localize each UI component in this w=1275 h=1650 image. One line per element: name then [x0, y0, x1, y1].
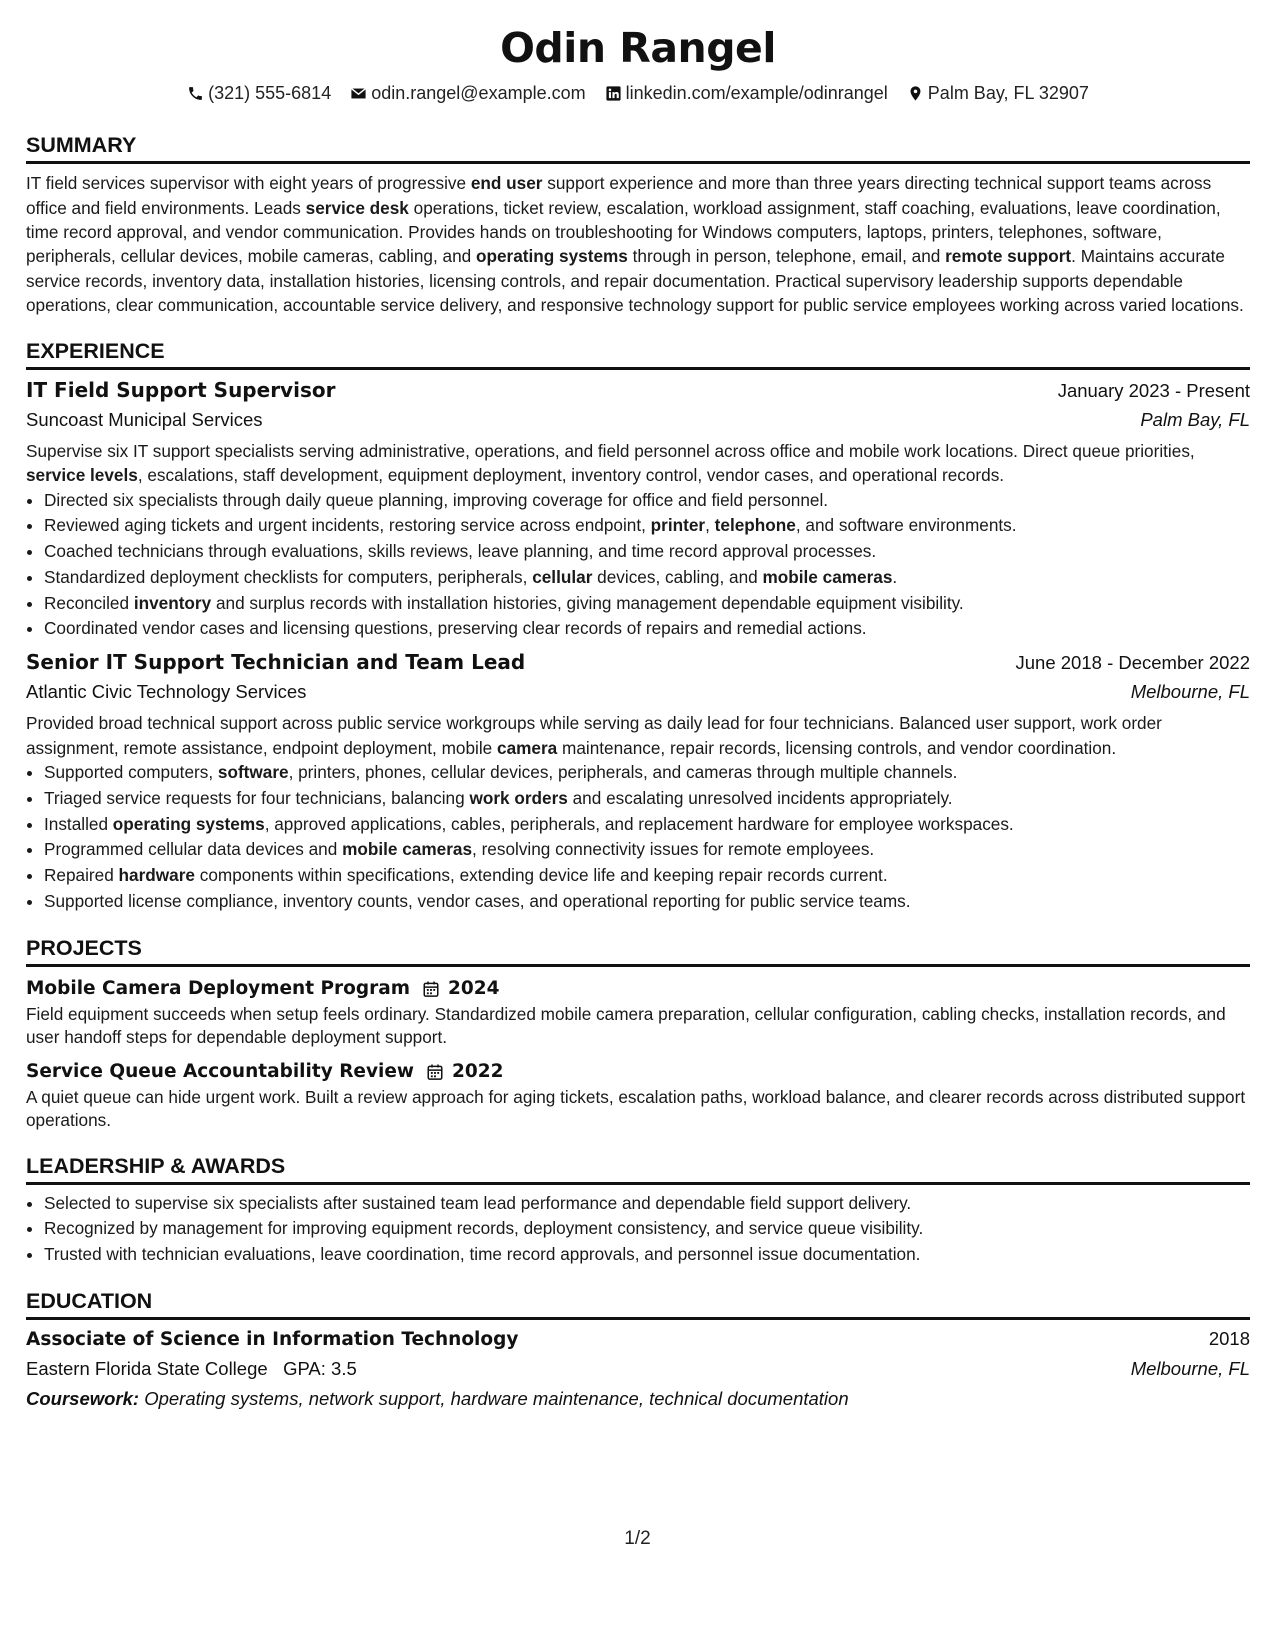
job-location: Palm Bay, FL: [1140, 408, 1250, 430]
bullet-item: • Selected to supervise six specialists after sustained team lead performance and dependable field support delivery.: [44, 1191, 1250, 1217]
job-description: [26, 711, 1250, 760]
bullet-item: [44, 488, 1250, 514]
contact-linkedin[interactable]: [605, 82, 888, 104]
leadership-bullets: [26, 1191, 1250, 1268]
summary-part: IT field services supervisor with eight years of progressive: [26, 173, 471, 194]
gpa: GPA: 3.5: [283, 1357, 357, 1379]
bullet-text: Triaged service requests for four technicians, balancing: [44, 787, 470, 808]
bullet-text: Repaired: [44, 865, 119, 886]
bullet-item: [44, 513, 1250, 539]
bullet-text: , approved applications, cables, peripherals, and replacement hardware for employee workspaces.: [264, 813, 1014, 834]
bullet-keyword: cellular: [532, 566, 593, 587]
summary-part: . Maintains accurate service records, inventory data, installation histories, licensing controls, and repair documentation. Practical supervisory leadership supports dependable operations, clear communication, accountable service delivery, and responsive technology support for public service employees working across varied locations.: [26, 246, 1244, 316]
bullet-keyword: work orders: [469, 787, 568, 808]
job-bullets: [26, 488, 1250, 643]
bullet-text: and surplus records with installation histories, giving management dependable equipment visibility.: [211, 592, 964, 613]
bullet-keyword: mobile cameras: [342, 839, 473, 860]
phone-icon: [187, 85, 204, 102]
school-name: Eastern Florida State College: [26, 1357, 268, 1379]
degree-title: Associate of Science in Information Technology: [26, 1328, 519, 1350]
contact-location: [907, 82, 1089, 104]
company-name: Atlantic Civic Technology Services: [26, 681, 307, 703]
project-description: Field equipment succeeds when setup feels ordinary. Standardized mobile camera preparation, cellular configuration, cabling checks, installation records, and user handoff steps for dependable deployment support.: [26, 1003, 1226, 1048]
bullet-item: • Recognized by management for improving equipment records, deployment consistency, and service queue visibility.: [44, 1216, 1250, 1242]
linkedin-text[interactable]: linkedin.com/example/odinrangel: [625, 83, 888, 104]
project-year: 2024: [448, 977, 500, 999]
resume-page: [26, 0, 1250, 1414]
bullet-item: [44, 565, 1250, 591]
coursework-list: Operating systems, network support, hardware maintenance, technical documentation: [144, 1387, 849, 1409]
project-entry: [26, 975, 1250, 1050]
bullet-text: Standardized deployment checklists for computers, peripherals,: [44, 566, 533, 587]
bullet-text: and escalating unresolved incidents appropriately.: [567, 787, 953, 808]
summary-part: operations, ticket review, escalation, workload assignment, staff coaching, evaluations, leave coordination, time record approval, and vendor communication. Provides hands on troubleshooting for Windows computers, laptops, printers, telephones, software, peripherals, cellular devices, mobile cameras, cabling, and: [26, 197, 1221, 267]
phone-text: (321) 555-6814: [208, 83, 332, 104]
job-title: Senior IT Support Technician and Team Lead: [26, 650, 526, 675]
job-dates: June 2018 - December 2022: [1015, 652, 1250, 674]
job-entry: [26, 376, 1250, 643]
desc-part: maintenance, repair records, licensing controls, and vendor coordination.: [557, 737, 1117, 758]
bullet-keyword: hardware: [118, 865, 195, 886]
summary-keyword: remote support: [945, 246, 1072, 267]
project-title: Service Queue Accountability Review: [26, 1060, 415, 1082]
summary-part: support experience and more than three years directing technical support teams across office and field environments. Leads: [26, 173, 1212, 218]
bullet-item: [44, 760, 1250, 786]
bullet-keyword: mobile cameras: [762, 566, 893, 587]
bullet-item: [44, 837, 1250, 863]
job-entry: [26, 648, 1250, 915]
bullet-item: [44, 539, 1250, 565]
map-pin-icon: [907, 85, 924, 102]
job-dates: January 2023 - Present: [1057, 379, 1250, 401]
contact-email[interactable]: [350, 82, 585, 104]
bullet-text: ,: [705, 515, 715, 536]
bullet-keyword: software: [217, 762, 289, 783]
desc-keyword: camera: [497, 737, 558, 758]
bullet-item: [44, 812, 1250, 838]
bullet-keyword: printer: [650, 515, 706, 536]
project-entry: [26, 1058, 1250, 1133]
desc-part: Supervise six IT support specialists serving administrative, operations, and field personnel across office and mobile work locations. Direct queue priorities,: [26, 440, 1195, 461]
bullet-keyword: inventory: [133, 592, 212, 613]
summary-keyword: service desk: [305, 197, 409, 218]
location-text: Palm Bay, FL 32907: [927, 83, 1089, 104]
job-title: IT Field Support Supervisor: [26, 377, 336, 402]
desc-keyword: service levels: [26, 465, 138, 486]
bullet-item: [44, 786, 1250, 812]
company-name: Suncoast Municipal Services: [26, 408, 263, 430]
contact-line: [26, 81, 1250, 104]
calendar-icon: [422, 980, 440, 998]
bullet-keyword: operating systems: [112, 813, 265, 834]
bullet-text: Installed: [44, 813, 113, 834]
education-heading: EDUCATION: [26, 1288, 1250, 1320]
school-line: [26, 1354, 357, 1384]
summary-heading: SUMMARY: [26, 132, 1250, 164]
bullet-text: , and software environments.: [795, 515, 1017, 536]
job-description: [26, 439, 1250, 488]
linkedin-icon: [605, 85, 622, 102]
project-title: Mobile Camera Deployment Program: [26, 977, 411, 999]
bullet-text: Programmed cellular data devices and: [44, 839, 343, 860]
bullet-text: , printers, phones, cellular devices, peripherals, and cameras through multiple channels.: [288, 762, 958, 783]
bullet-text: devices, cabling, and: [592, 566, 763, 587]
bullet-item: [44, 863, 1250, 889]
bullet-item: [44, 591, 1250, 617]
bullet-text: components within specifications, extending device life and keeping repair records current.: [194, 865, 888, 886]
graduation-year: 2018: [1208, 1327, 1250, 1349]
desc-part: Provided broad technical support across public service workgroups while serving as daily lead for four technicians. Balanced user support, work order assignment, remote assistance, endpoint deployment, mobile: [26, 713, 1162, 758]
project-description: A quiet queue can hide urgent work. Built a review approach for aging tickets, escalation paths, workload balance, and clearer records across distributed support operations.: [26, 1086, 1246, 1131]
bullet-item: • Trusted with technician evaluations, leave coordination, time record approvals, and personnel issue documentation.: [44, 1242, 1250, 1268]
bullet-text: .: [892, 566, 898, 587]
bullet-text: Supported license compliance, inventory counts, vendor cases, and operational reporting for public service teams.: [44, 891, 911, 912]
bullet-keyword: telephone: [714, 515, 796, 536]
contact-phone: [187, 82, 331, 104]
bullet-text: Supported computers,: [44, 762, 218, 783]
bullet-text: , resolving connectivity issues for remote employees.: [472, 839, 875, 860]
bullet-text: Reconciled: [44, 592, 134, 613]
project-year: 2022: [452, 1060, 504, 1082]
bullet-item: [44, 889, 1250, 915]
calendar-icon: [426, 1063, 444, 1081]
bullet-text: Coordinated vendor cases and licensing questions, preserving clear records of repairs and remedial actions.: [44, 618, 867, 639]
coursework-label: Coursework:: [26, 1387, 140, 1409]
bullet-text: Coached technicians through evaluations, skills reviews, leave planning, and time record approval processes.: [44, 541, 877, 562]
summary-part: through in person, telephone, email, and: [627, 246, 946, 267]
envelope-icon: [350, 85, 367, 102]
page-number: 1/2: [624, 1528, 651, 1549]
bullet-item: [44, 616, 1250, 642]
experience-heading: EXPERIENCE: [26, 338, 1250, 370]
projects-heading: PROJECTS: [26, 935, 1250, 967]
summary-keyword: operating systems: [475, 246, 628, 267]
desc-part: , escalations, staff development, equipment deployment, inventory control, vendor cases, and operational records.: [137, 465, 1005, 486]
email-text[interactable]: odin.rangel@example.com: [371, 83, 586, 104]
candidate-name: Odin Rangel: [500, 24, 776, 72]
leadership-heading: LEADERSHIP & AWARDS: [26, 1153, 1250, 1185]
bullet-text: Reviewed aging tickets and urgent incidents, restoring service across endpoint,: [44, 515, 651, 536]
school-location: Melbourne, FL: [1130, 1357, 1250, 1379]
job-bullets: [26, 760, 1250, 915]
coursework: [26, 1384, 1250, 1414]
job-location: Melbourne, FL: [1130, 681, 1250, 703]
summary-keyword: end user: [470, 173, 543, 194]
bullet-text: Directed six specialists through daily queue planning, improving coverage for office and field personnel.: [44, 489, 829, 510]
summary-text: [26, 171, 1250, 317]
